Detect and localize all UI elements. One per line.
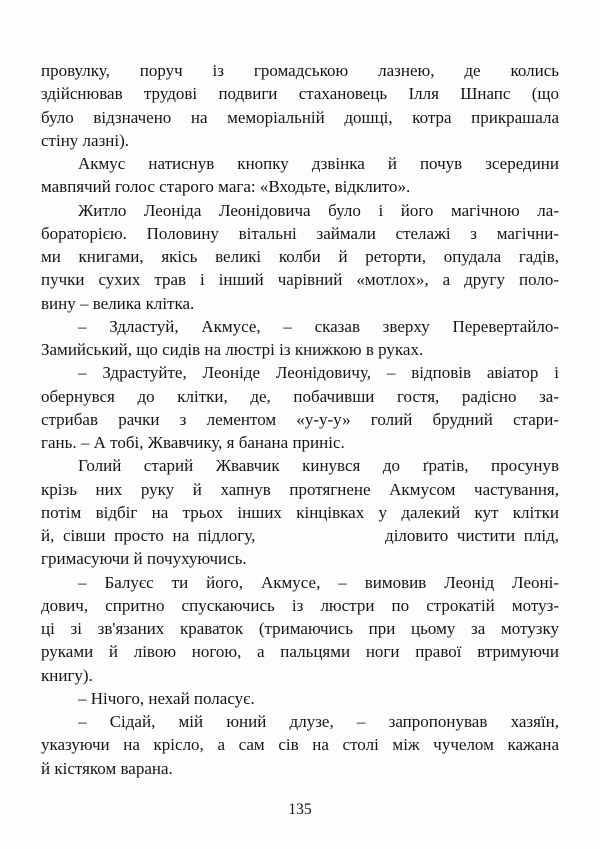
paragraph <box>41 571 559 687</box>
text-line: бораторією. Половину вітальні займали стелажі з магічни- <box>41 223 559 243</box>
paragraph <box>41 454 559 570</box>
text-line: ці зі зв'язаних краваток (тримаючись при цьому за мотузку <box>41 619 559 638</box>
text-line: потім відбіг на трьох інших кінцівках у далекий кут клітки <box>41 502 559 522</box>
text-line: – Сідай, мій юний длузе, – запропонував хазяїн, <box>78 712 559 731</box>
text-line: стіну лазні). <box>41 130 130 150</box>
text-line: Голий старий Жвавчик кинувся до ґратів, просунув <box>78 456 559 476</box>
text-line: й кістяком варана. <box>41 758 173 778</box>
page-number: 135 <box>288 801 312 818</box>
text-line: ми книгами, якісь великі колби й реторти, опудала гадів, <box>41 247 559 266</box>
text-line: провулку, поруч із громадською лазнею, де колись <box>41 61 559 80</box>
text-line: здійснював трудові подвиги стахановець Ілля Шнапс (що <box>41 84 559 104</box>
text-line: руками й лівою ногою, а пальцями ноги правої втримуючи <box>41 642 559 662</box>
text-line: Замийський, що сидів на люстрі із книжкою в руках. <box>41 340 424 359</box>
text-line: дович, спритно спускаючись із люстри по строкатій мотуз- <box>41 595 559 615</box>
text-line: мавпячий голос старого мага: «Входьте, відклито». <box>41 177 411 197</box>
paragraph <box>41 687 559 710</box>
paragraph <box>41 361 559 454</box>
paragraph <box>41 199 559 315</box>
text-line: Акмус натиснув кнопку дзвінка й почув зсередини <box>78 154 559 173</box>
text-line: гримасуючи й почухуючись. <box>41 549 247 569</box>
text-line: – Нічого, нехай поласує. <box>78 688 255 708</box>
paragraph <box>41 315 559 362</box>
text-line: було відзначено на меморіальній дошці, котра прикрашала <box>41 107 559 127</box>
text-line: вину – велика клітка. <box>41 293 195 313</box>
paragraph <box>41 710 559 780</box>
text-block <box>41 59 559 780</box>
text-line: – Здластуй, Акмусе, – сказав зверху Перевертайло- <box>78 316 559 336</box>
text-line: указуючи на крісло, а сам сів на столі між чучелом кажана <box>41 735 559 755</box>
text-line: книгу). <box>41 665 93 685</box>
text-line: крізь них руку й хапнув протягнене Акмусом частування, <box>41 479 559 499</box>
text-line: – Балуєс ти його, Акмусе, – вимовив Леонід Леоні- <box>78 572 559 592</box>
text-line: обернувся до клітки, де, побачивши гостя, радісно за- <box>41 386 559 406</box>
text-line: Житло Леоніда Леонідовича було і його магічною ла- <box>78 200 559 220</box>
text-line: й, сівши просто на підлогу, діловито чистити плід, <box>41 526 559 545</box>
paragraph <box>41 152 559 199</box>
text-line: пучки сухих трав і інший чарівний «мотлох», а другу поло- <box>41 270 559 290</box>
text-line: стрибав рачки з лементом «у-у-у» голий брудний стари- <box>41 409 559 429</box>
paragraph <box>41 59 559 152</box>
text-line: – Здрастуйте, Леоніде Леонідовичу, – відповів авіатор і <box>78 363 559 383</box>
text-line: гань. – А тобі, Жвавчику, я банана приніс. <box>41 433 345 452</box>
